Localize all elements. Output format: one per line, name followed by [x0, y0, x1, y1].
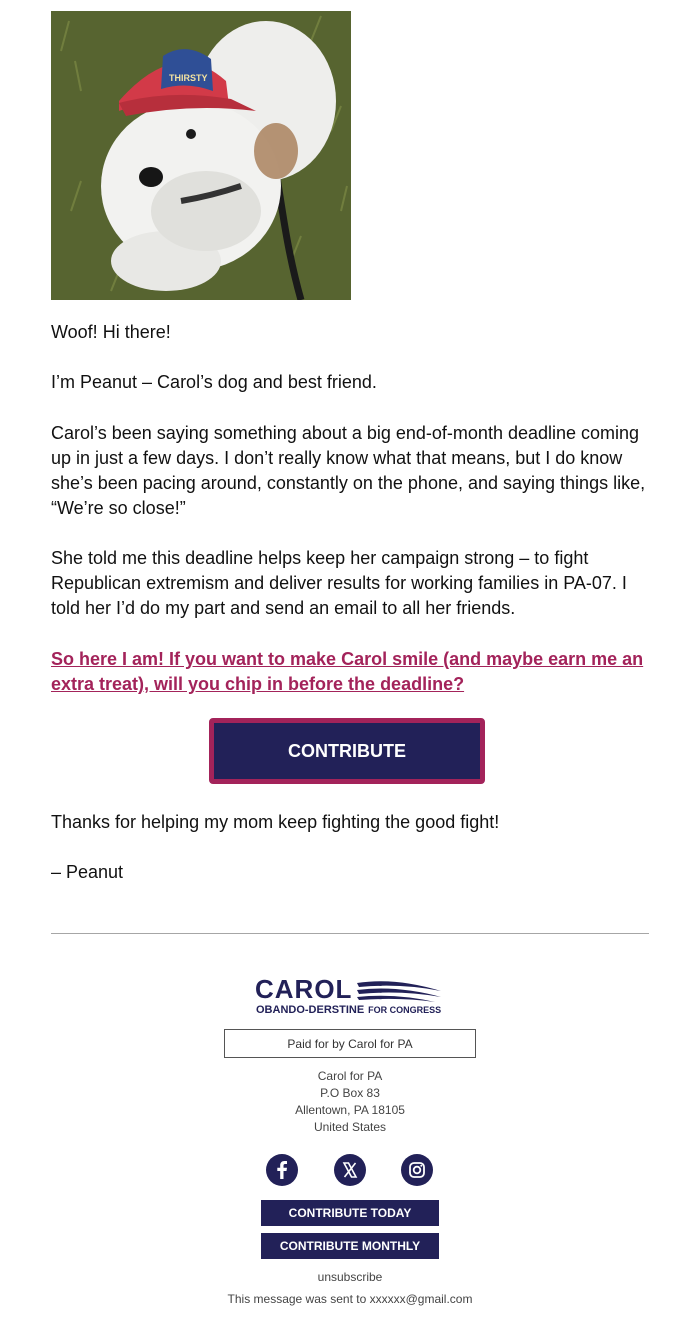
address-line: Allentown, PA 18105 [295, 1103, 405, 1117]
x-icon[interactable] [334, 1154, 366, 1186]
greeting-text: Woof! Hi there! [51, 322, 171, 342]
logo-name: CAROL [255, 974, 353, 1004]
intro-text: I’m Peanut – Carol’s dog and best friend. [51, 372, 377, 392]
contribute-monthly-button[interactable]: CONTRIBUTE MONTHLY [261, 1233, 439, 1259]
logo-surname: OBANDO-DERSTINE [256, 1004, 365, 1016]
instagram-icon[interactable] [401, 1154, 433, 1186]
paid-for-disclaimer: Paid for by Carol for PA [224, 1029, 476, 1058]
address-line: P.O Box 83 [320, 1086, 380, 1100]
cap-text: THIRSTY [169, 73, 208, 83]
deadline-paragraph: Carol’s been saying something about a big end-of-month deadline coming up in just a few days. I don’t really know what that means, but I do know she’s been pacing around, constantly on the phone, and saying things like, “We’re so close!” [51, 423, 646, 518]
address-line: United States [313, 1120, 387, 1134]
donate-ask-link[interactable]: So here I am! If you want to make Carol smile (and maybe earn me an extra treat), will you chip in before the deadline? [51, 649, 644, 694]
peanut-dog-photo [51, 11, 351, 300]
unsubscribe-link[interactable]: unsubscribe [317, 1270, 383, 1284]
contribute-button[interactable]: CONTRIBUTE [209, 718, 485, 784]
logo-tagline: FOR CONGRESS [368, 1005, 442, 1015]
signoff-text: – Peanut [51, 862, 124, 882]
sent-to-notice: This message was sent to xxxxxx@gmail.com [227, 1292, 473, 1306]
address-line: Carol for PA [317, 1069, 383, 1083]
campaign-paragraph: She told me this deadline helps keep her campaign strong – to fight Republican extremism and deliver results for working families in PA-07. I told her I’d do my part and send an email to all her friends. [51, 548, 627, 618]
flag-stripes-icon [355, 977, 443, 1003]
contribute-today-button[interactable]: CONTRIBUTE TODAY [261, 1200, 439, 1226]
footer-divider [51, 933, 649, 934]
thanks-text: Thanks for helping my mom keep fighting the good fight! [51, 812, 500, 832]
campaign-logo [255, 975, 445, 1019]
facebook-icon[interactable] [266, 1154, 298, 1186]
